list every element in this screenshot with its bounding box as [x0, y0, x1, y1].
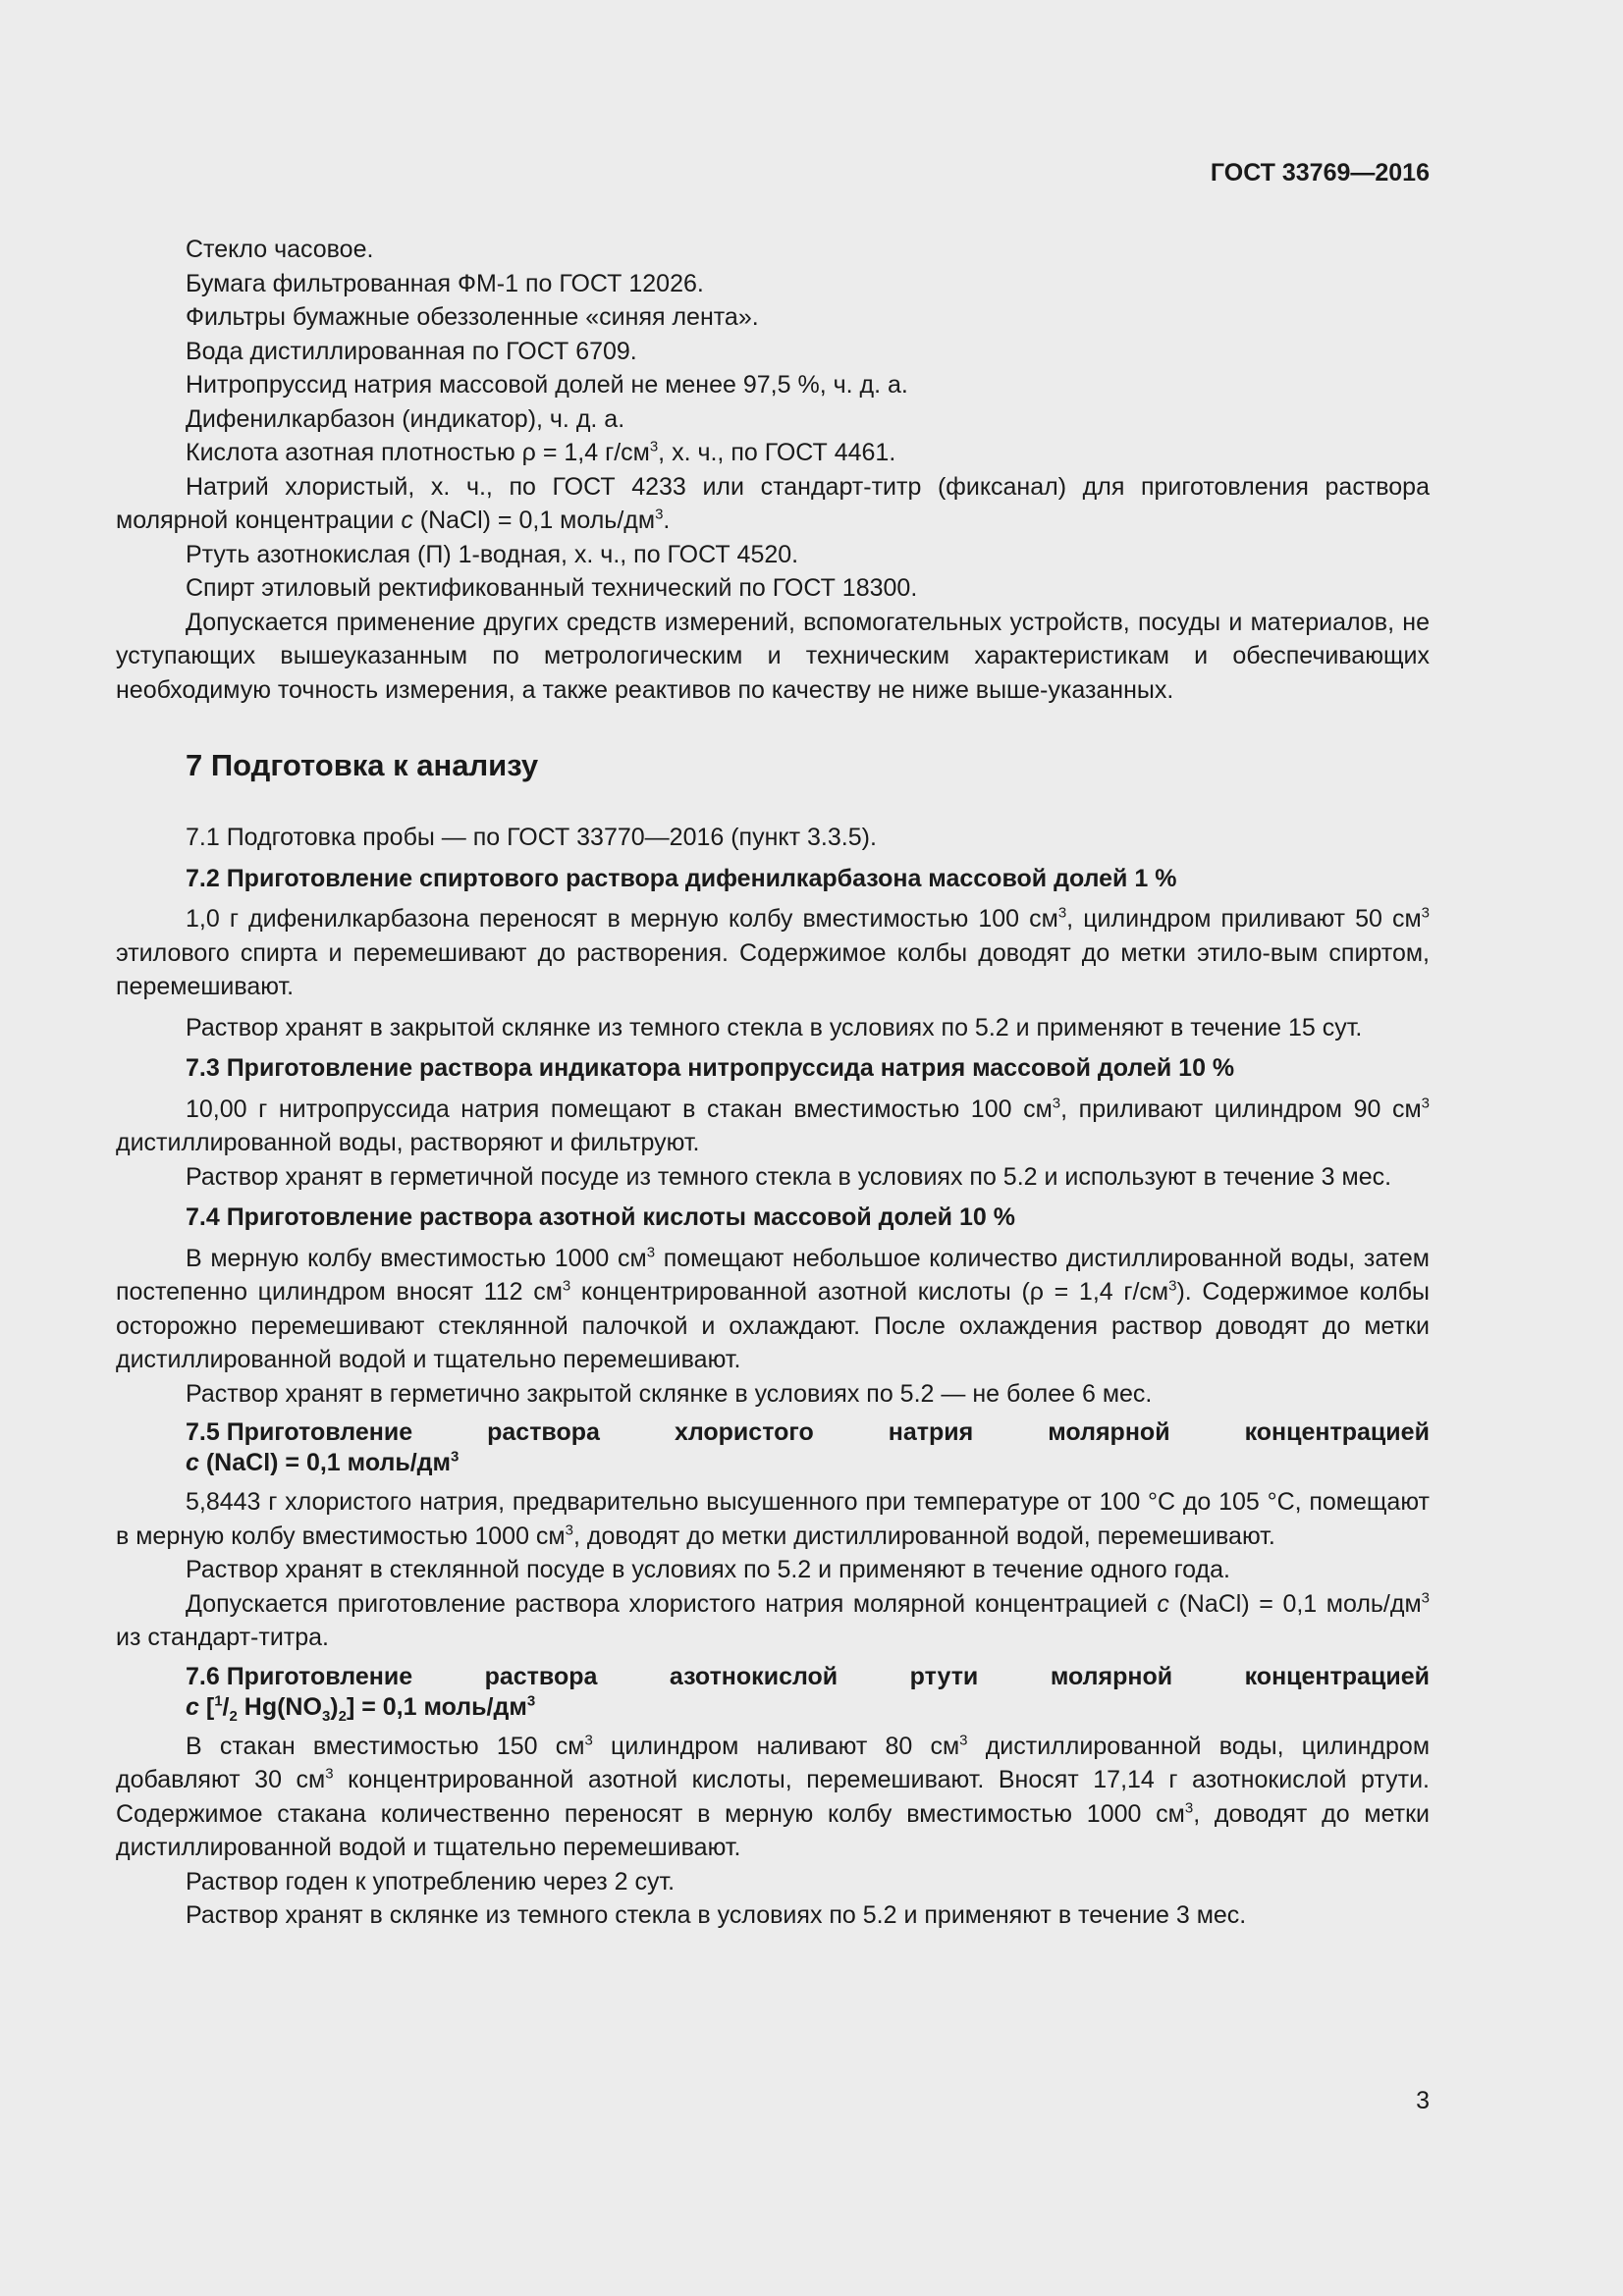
- text: дистиллированной воды, цилиндром добавляют 30 см: [116, 1732, 1431, 1793]
- standard-number: ГОСТ 33769—2016: [1210, 159, 1430, 187]
- text: В стакан вместимостью 150 см: [186, 1732, 585, 1760]
- superscript: 3: [1421, 904, 1430, 922]
- text: , цилиндром приливают 50 см: [1066, 905, 1422, 933]
- heading-word: молярной: [1050, 1662, 1173, 1690]
- text: (NaCl) = 0,1 моль/дм: [412, 507, 656, 534]
- text: ] = 0,1 моль/дм: [346, 1692, 527, 1721]
- superscript: 3: [649, 438, 659, 455]
- superscript: 3: [1421, 1589, 1430, 1607]
- superscript: 3: [325, 1765, 334, 1783]
- heading-line: с [$^1/_2$ $Hg(NO_3)_2] = 0,1$ моль/$дм^3$: [186, 1692, 536, 1725]
- text: , доводят до метки дистиллированной водой и тщательно перемешивают.: [116, 1799, 1431, 1861]
- heading-word: натрия: [888, 1418, 974, 1446]
- list-item: Стекло часовое.: [186, 236, 374, 263]
- paragraph: [116, 902, 1430, 1004]
- italic-c: с: [401, 507, 413, 534]
- text: концентрированной азотной кислоты (ρ = 1,4 г/см: [570, 1278, 1169, 1306]
- heading-line: [186, 1417, 1430, 1448]
- text: Hg(NO: [237, 1692, 322, 1721]
- subsection-heading-7-4: 7.4 Приготовление раствора азотной кислоты массовой долей 10 %: [186, 1203, 1015, 1231]
- italic-c: с: [186, 1449, 199, 1476]
- list-item: Вода дистиллированная по ГОСТ 6709.: [186, 337, 637, 365]
- paragraph: [116, 1485, 1430, 1553]
- subsection-heading-7-2: 7.2 Приготовление спиртового раствора дифенилкарбазона массовой долей 1 %: [186, 864, 1177, 892]
- superscript: 3: [1168, 1277, 1177, 1295]
- heading-line: [186, 1662, 1430, 1692]
- text: дистиллированной воды, растворяют и фильтруют.: [116, 1129, 700, 1156]
- superscript: 3: [584, 1732, 593, 1749]
- heading-word: 7.5 Приготовление: [186, 1418, 413, 1446]
- superscript: 3: [1421, 1095, 1430, 1112]
- heading-word: хлористого: [674, 1418, 814, 1446]
- paragraph: [116, 1587, 1430, 1655]
- superscript: 3: [1184, 1799, 1194, 1817]
- italic-c: с: [1157, 1589, 1169, 1618]
- superscript: 3: [646, 1244, 656, 1261]
- text: Натрий хлористый, х. ч., по ГОСТ 4233 или стандарт-титр (фиксанал) для приготовления раствора молярной концентрации: [116, 472, 1430, 534]
- paragraph: Раствор хранят в стеклянной посуде в условиях по 5.2 и применяют в течение одного года.: [186, 1556, 1230, 1583]
- superscript: 3: [562, 1277, 571, 1295]
- superscript: 3: [526, 1692, 536, 1710]
- list-item: [116, 436, 1430, 470]
- list-item: Бумага фильтрованная ФМ-1 по ГОСТ 12026.: [186, 269, 704, 297]
- list-item: Нитропруссид натрия массовой долей не менее 97,5 %, ч. д. а.: [186, 371, 908, 399]
- list-item: Фильтры бумажные обеззоленные «синяя лента».: [186, 303, 759, 331]
- text: ): [330, 1692, 339, 1721]
- text: В мерную колбу вместимостью 1000 см: [186, 1244, 647, 1272]
- superscript: 1: [214, 1692, 223, 1710]
- text: ). Содержимое колбы осторожно перемешивают стеклянной палочкой и охлаждают. После охлаждения раствор доводят до метки дистиллированной водой и тщательно перемешивают.: [116, 1278, 1430, 1373]
- text: (NaCl) = 0,1 моль/дм: [1168, 1589, 1422, 1618]
- text: , приливают цилиндром 90 см: [1060, 1095, 1422, 1123]
- text: помещают небольшое количество дистиллированной воды, затем постепенно цилиндром вносят 112 см: [116, 1244, 1430, 1306]
- text: , доводят до метки дистиллированной водой, перемешивают.: [572, 1522, 1275, 1550]
- list-item: Спирт этиловый ректификованный технический по ГОСТ 18300.: [186, 574, 918, 602]
- text: этилового спирта и перемешивают до растворения. Содержимое колбы доводят до метки этило-вым спиртом, перемешивают.: [116, 938, 1430, 1000]
- text: [: [198, 1692, 215, 1721]
- document-body: [116, 233, 1430, 1933]
- subscript: 2: [338, 1707, 347, 1725]
- paragraph-7-1: 7.1 Подготовка пробы — по ГОСТ 33770—2016 (пункт 3.3.5).: [186, 824, 877, 851]
- text: 10,00 г нитропруссида натрия помещают в стакан вместимостью 100 см: [186, 1095, 1053, 1123]
- superscript: 3: [451, 1448, 460, 1466]
- heading-word: концентрацией: [1244, 1662, 1430, 1690]
- paragraph: Раствор годен к употреблению через 2 сут.: [186, 1867, 676, 1896]
- paragraph: [116, 1242, 1430, 1377]
- list-item: Ртуть азотнокислая (П) 1-водная, х. ч., по ГОСТ 4520.: [186, 540, 799, 568]
- text: , х. ч., по ГОСТ 4461.: [658, 439, 896, 466]
- superscript: 3: [655, 506, 664, 523]
- paragraph: [116, 1093, 1430, 1160]
- text: 1,0 г дифенилкарбазона переносят в мерную колбу вместимостью 100 см: [186, 905, 1058, 933]
- heading-line: [186, 1448, 1430, 1478]
- list-item: Натрий хлористый, х. ч., по ГОСТ 4233 или стандарт-титр (фиксанал) для приготовления раствора молярной концентрации с (NaCl) = 0,1 моль/$дм^3$.: [116, 472, 1430, 534]
- paragraph: Раствор хранят в закрытой склянке из темного стекла в условиях по 5.2 и применяют в течение 15 сут.: [186, 1013, 1363, 1041]
- superscript: 3: [959, 1732, 968, 1749]
- text: 5,8443 г хлористого натрия, предварительно высушенного при температуре от 100 °С до 105 °С, помещают в мерную колбу вместимостью 1000 см: [116, 1488, 1430, 1550]
- text: из стандарт-титра.: [116, 1624, 329, 1651]
- heading-word: ртути: [909, 1662, 979, 1690]
- text: Допускается приготовление раствора хлористого натрия молярной концентрацией: [186, 1589, 1158, 1618]
- heading-word: концентрацией: [1244, 1418, 1430, 1446]
- superscript: 3: [1057, 904, 1067, 922]
- subscript: 2: [229, 1707, 238, 1725]
- page-number: 3: [1416, 2087, 1430, 2114]
- subsection-heading-7-6: [116, 1662, 1430, 1723]
- paragraph: [116, 1730, 1430, 1865]
- subscript: 3: [321, 1707, 331, 1725]
- text: (NaCl) = 0,1 моль/дм: [198, 1449, 452, 1476]
- heading-word: молярной: [1048, 1418, 1170, 1446]
- paragraph: Раствор хранят в склянке из темного стекла в условиях по 5.2 и применяют в течение 3 мес.: [186, 1901, 1247, 1929]
- paragraph: Раствор хранят в герметично закрытой склянке в условиях по 5.2 — не более 6 мес.: [186, 1379, 1153, 1408]
- heading-word: азотнокислой: [669, 1662, 839, 1690]
- subsection-heading-7-5: [116, 1417, 1430, 1478]
- heading-word: раствора: [484, 1662, 598, 1690]
- list-item: Дифенилкарбазон (индикатор), ч. д. а.: [186, 404, 625, 433]
- text: Кислота азотная плотностью ρ = 1,4 г/см: [186, 439, 650, 466]
- heading-word: 7.6 Приготовление: [186, 1662, 413, 1690]
- italic-c: с: [186, 1692, 199, 1721]
- list-item: Допускается применение других средств измерений, вспомогательных устройств, посуды и материалов, не уступающих вышеуказанным по метрологическим и техническим характеристикам и обеспечивающих необходимую точность измерения, а также реактивов по качеству не ниже выше-указанных.: [116, 608, 1430, 704]
- paragraph: Раствор хранят в герметичной посуде из темного стекла в условиях по 5.2 и используют в течение 3 мес.: [186, 1162, 1392, 1191]
- text: цилиндром наливают 80 см: [592, 1732, 960, 1760]
- heading-word: раствора: [487, 1418, 600, 1446]
- superscript: 3: [1052, 1095, 1061, 1112]
- section-heading: 7 Подготовка к анализу: [186, 748, 539, 782]
- text: концентрированной азотной кислоты, перемешивают. Вносят 17,14 г азотнокислой ртути. Содержимое стакана количественно переносят в мерную колбу вместимостью 1000 см: [116, 1766, 1430, 1828]
- superscript: 3: [565, 1522, 573, 1539]
- subsection-heading-7-3: 7.3 Приготовление раствора индикатора нитропруссида натрия массовой долей 10 %: [186, 1054, 1235, 1082]
